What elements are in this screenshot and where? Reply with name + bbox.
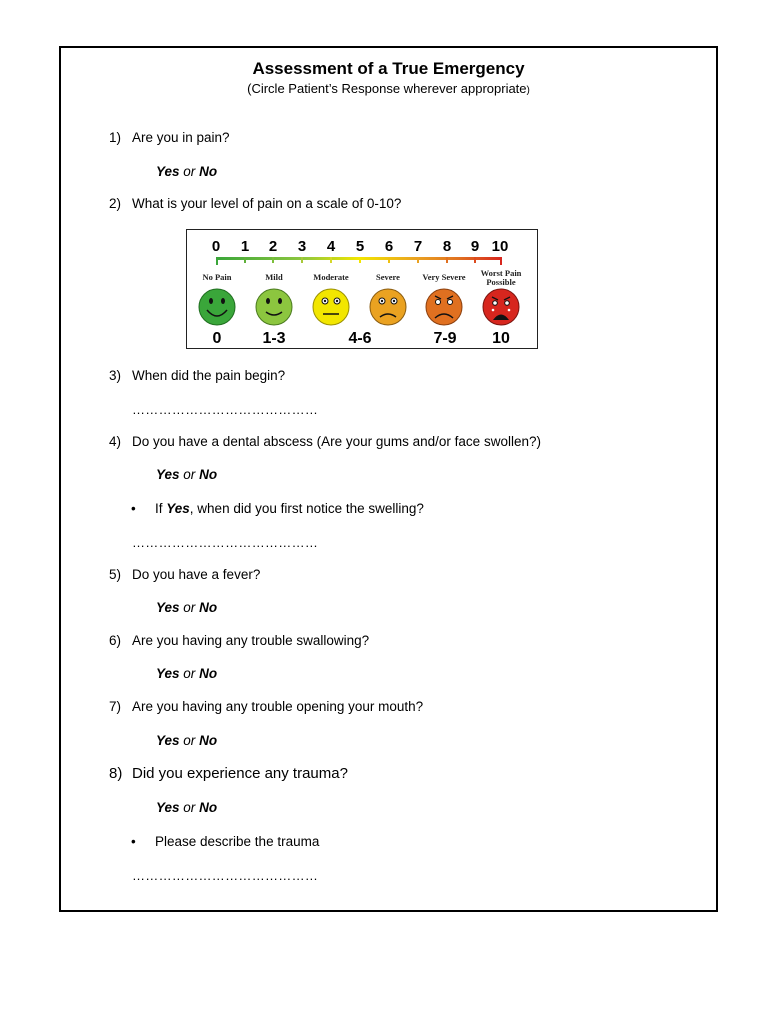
question-number: 2) <box>109 196 122 211</box>
page-subtitle <box>59 81 718 96</box>
question-number: 3) <box>109 368 122 383</box>
label-worst-pain: Worst Pain <box>480 268 522 278</box>
label-mild: Mild <box>265 272 283 282</box>
scale-number-7: 7 <box>413 238 423 255</box>
yes-option[interactable]: Yes <box>156 600 180 615</box>
no-option[interactable]: No <box>199 666 218 681</box>
question-3 <box>109 368 285 383</box>
answer-yes-no-6[interactable] <box>156 666 217 681</box>
bullet-text-emphasis: Yes <box>166 501 190 516</box>
face-very-severe-icon <box>426 289 462 325</box>
question-7 <box>109 699 423 714</box>
label-very-severe: Very Severe <box>422 272 466 282</box>
question-number: 1) <box>109 130 122 145</box>
range-4-6: 4-6 <box>348 330 372 347</box>
or-text: or <box>183 600 196 615</box>
yes-option[interactable]: Yes <box>156 164 180 179</box>
subtitle-text: (Circle Patient’s Response wherever appropriate <box>247 81 527 96</box>
label-possible: Possible <box>486 277 516 287</box>
scale-number-3: 3 <box>297 238 307 255</box>
question-text: Are you in pain? <box>132 130 230 145</box>
scale-number-0: 0 <box>211 238 221 255</box>
answer-line-swelling[interactable]: …………………………………… <box>132 535 319 550</box>
scale-number-9: 9 <box>470 238 480 255</box>
range-10: 10 <box>492 330 510 347</box>
no-option[interactable]: No <box>199 800 218 815</box>
bullet-swelling <box>131 501 424 516</box>
scale-number-1: 1 <box>240 238 250 255</box>
bullet-text-rest: , when did you first notice the swelling? <box>189 501 424 516</box>
question-4 <box>109 434 541 449</box>
scale-number-10: 10 <box>491 238 509 255</box>
question-text: Are you having any trouble opening your mouth? <box>132 699 424 714</box>
bullet-text-prefix: If <box>155 501 167 516</box>
scale-number-4: 4 <box>326 238 336 255</box>
face-worst-pain-icon <box>483 289 519 325</box>
pain-scale-graphic <box>187 230 539 350</box>
question-number: 6) <box>109 633 122 648</box>
answer-yes-no-5[interactable] <box>156 600 217 615</box>
range-7-9: 7-9 <box>433 330 457 347</box>
yes-option[interactable]: Yes <box>156 666 180 681</box>
question-number: 5) <box>109 567 122 582</box>
bullet-icon: • <box>131 834 136 849</box>
or-text: or <box>183 467 196 482</box>
question-number: 7) <box>109 699 122 714</box>
or-text: or <box>183 666 196 681</box>
or-text: or <box>183 800 196 815</box>
label-moderate: Moderate <box>313 272 349 282</box>
subtitle-close-paren: ) <box>526 85 530 96</box>
question-number: 8) <box>109 765 123 782</box>
page-title: Assessment of a True Emergency <box>252 59 525 78</box>
range-0: 0 <box>212 330 222 347</box>
answer-yes-no-8[interactable] <box>156 800 217 815</box>
bullet-text: Please describe the trauma <box>155 834 320 849</box>
question-text: Do you have a fever? <box>132 567 261 582</box>
bullet-icon: • <box>131 501 136 516</box>
bullet-trauma <box>131 834 319 849</box>
question-1 <box>109 130 230 145</box>
scale-number-8: 8 <box>442 238 452 255</box>
answer-yes-no-4[interactable] <box>156 467 217 482</box>
no-option[interactable]: No <box>199 467 218 482</box>
answer-line-trauma[interactable]: …………………………………… <box>132 868 319 883</box>
pain-scale <box>186 229 538 349</box>
answer-line-pain-begin[interactable]: …………………………………… <box>132 402 319 417</box>
face-mild-icon <box>256 289 292 325</box>
label-severe: Severe <box>376 272 400 282</box>
question-number: 4) <box>109 434 122 449</box>
yes-option[interactable]: Yes <box>156 733 180 748</box>
question-2 <box>109 196 401 211</box>
scale-number-2: 2 <box>268 238 278 255</box>
face-no-pain-icon <box>199 289 235 325</box>
face-severe-icon <box>370 289 406 325</box>
or-text: or <box>183 164 196 179</box>
question-8 <box>109 765 348 782</box>
scale-number-6: 6 <box>384 238 394 255</box>
question-text: What is your level of pain on a scale of 0-10? <box>132 196 402 211</box>
question-6 <box>109 633 369 648</box>
yes-option[interactable]: Yes <box>156 467 180 482</box>
question-text: When did the pain begin? <box>132 368 286 383</box>
scale-number-5: 5 <box>355 238 365 255</box>
answer-yes-no-1[interactable] <box>156 164 217 179</box>
question-text: Do you have a dental abscess (Are your gums and/or face swollen?) <box>132 434 541 449</box>
face-moderate-icon <box>313 289 349 325</box>
no-option[interactable]: No <box>199 733 218 748</box>
question-text: Are you having any trouble swallowing? <box>132 633 370 648</box>
yes-option[interactable]: Yes <box>156 800 180 815</box>
question-text: Did you experience any trauma? <box>132 765 348 782</box>
range-1-3: 1-3 <box>262 330 286 347</box>
label-no-pain: No Pain <box>202 272 232 282</box>
answer-yes-no-7[interactable] <box>156 733 217 748</box>
no-option[interactable]: No <box>199 164 218 179</box>
no-option[interactable]: No <box>199 600 218 615</box>
question-5 <box>109 567 260 582</box>
or-text: or <box>183 733 196 748</box>
